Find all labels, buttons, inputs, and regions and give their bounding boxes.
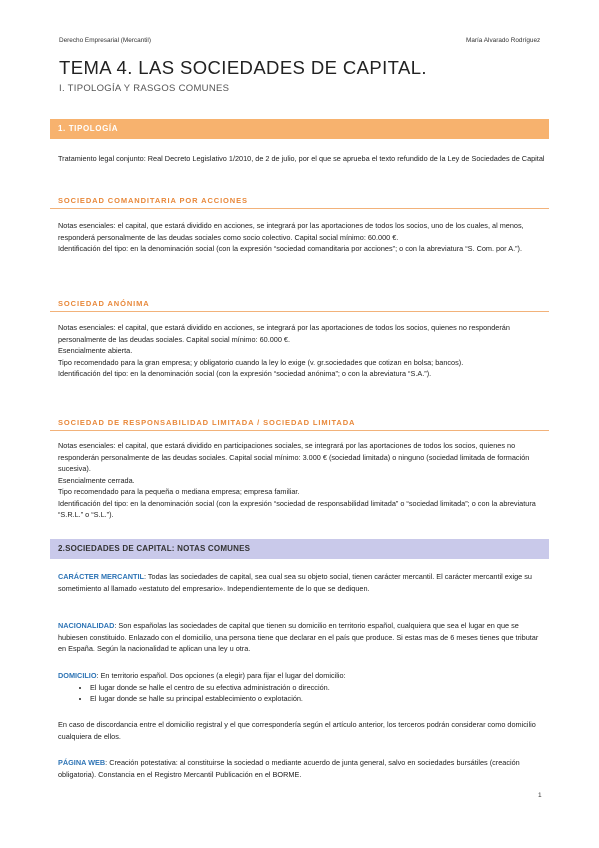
pagina-web-text: : Creación potestativa: al constituirse la sociedad o mediante acuerdo de junta general, salvo en sociedades bursátiles (creación obligatoria). Constancia en el Registro Mercantil Publicación en el BORME. xyxy=(58,758,520,779)
sca-body xyxy=(58,220,548,255)
nacionalidad-text: : Son españolas las sociedades de capital que tienen su domicilio en territorio español, cualquiera que sea el lugar en que se hubiesen constituido. Enlazado con el domicilio, una persona tiene que declarar en el país que produce. Si estas mas de 6 meses tienes que tributar en España. Según la nacionalidad te aplican una ley u otra. xyxy=(58,621,539,653)
srl-paragraph-4: Identificación del tipo: en la denominación social (con la expresión “sociedad de responsabilidad limitada” o “sociedad limitada”; o con la abreviatura “S.R.L.” o “S.L.”). xyxy=(58,498,536,519)
section-2-heading-bar xyxy=(50,539,549,559)
section-1-intro: Tratamiento legal conjunto: Real Decreto Legislativo 1/2010, de 2 de julio, por el que se aprueba el texto refundido de la Ley de Sociedades de Capital xyxy=(58,154,545,163)
sa-paragraph-3: Tipo recomendado para la gran empresa; y obligatorio cuando la ley lo exige (v. gr.sociedades que cotizan en bolsa; bancos). xyxy=(58,357,464,367)
sa-body xyxy=(58,322,548,380)
domicilio-keyword: DOMICILIO xyxy=(58,671,97,680)
srl-divider xyxy=(50,430,549,431)
domicilio-option-2: • El lugar donde se halle su principal establecimiento o explotación. xyxy=(90,693,548,705)
srl-heading: SOCIEDAD DE RESPONSABILIDAD LIMITADA / SOCIEDAD LIMITADA xyxy=(58,418,356,427)
sa-paragraph-1: Notas esenciales: el capital, que estará dividido en acciones, se integrará por las aportaciones de todos los socios, quienes no responderán personalmente de las deudas sociales. Capital social mínimo: 60.000 €. xyxy=(58,323,510,344)
running-header-right: María Alvarado Rodríguez xyxy=(466,37,541,44)
domicilio-text: : En territorio español. Dos opciones (a elegir) para fijar el lugar del domicilio: xyxy=(96,671,346,680)
srl-body xyxy=(58,440,548,521)
section-2-heading: 2.SOCIEDADES DE CAPITAL: NOTAS COMUNES xyxy=(58,544,251,553)
domicilio-options-list xyxy=(58,682,548,705)
mercantil-keyword: CARÁCTER MERCANTIL xyxy=(58,572,144,581)
section-1-heading-bar xyxy=(50,119,549,139)
pagina-web-keyword: PÁGINA WEB xyxy=(58,758,106,767)
srl-paragraph-1: Notas esenciales: el capital, que estará dividido en participaciones sociales, se integrará por las aportaciones de todos los socios, quienes no responderán personalmente de las deudas sociales. Capital social mínimo: 3.000 € (sociedad limitada) o ninguno (sociedad limitada de formación sucesiva). xyxy=(58,441,530,473)
sca-paragraph-1: Notas esenciales: el capital, que estará dividido en acciones, se integrará por las aportaciones de todos los socios, uno de los cuales, al menos, responderá personalmente de las deudas sociales como socio colectivo. Capital social mínimo: 60.000 €. xyxy=(58,221,524,242)
sca-heading: SOCIEDAD COMANDITARIA POR ACCIONES xyxy=(58,196,248,205)
srl-paragraph-3: Tipo recomendado para la pequeña o mediana empresa; empresa familiar. xyxy=(58,487,300,496)
nacionalidad-paragraph xyxy=(58,620,548,655)
mercantil-paragraph xyxy=(58,571,548,594)
sa-paragraph-4: Identificación del tipo: en la denominación social (con la expresión “sociedad anónima”; o con la abreviatura “S.A.”). xyxy=(58,369,432,378)
srl-paragraph-2: Esencialmente cerrada. xyxy=(58,475,135,485)
page-number: 1 xyxy=(538,792,542,799)
nacionalidad-keyword: NACIONALIDAD xyxy=(58,621,115,630)
sa-heading: SOCIEDAD ANÓNIMA xyxy=(58,299,150,308)
discordancia-paragraph: En caso de discordancia entre el domicilio registral y el que correspondería según el artículo anterior, los terceros podrán considerar como domicilio cualquiera de ellos. xyxy=(58,720,536,741)
page-subtitle: I. TIPOLOGÍA Y RASGOS COMUNES xyxy=(59,83,230,94)
page-title: TEMA 4. LAS SOCIEDADES DE CAPITAL. xyxy=(59,57,427,78)
sa-paragraph-2: Esencialmente abierta. xyxy=(58,346,133,355)
pagina-web-paragraph xyxy=(58,757,548,780)
running-header-left: Derecho Empresarial (Mercantil) xyxy=(59,37,151,44)
mercantil-text: : Todas las sociedades de capital, sea cual sea su objeto social, tienen carácter mercantil. El carácter mercantil exige su sometimiento al llamado «estatuto del empresario». Independientemente de lo que se dediquen. xyxy=(58,572,532,593)
domicilio-paragraph xyxy=(58,670,548,705)
sa-divider xyxy=(50,311,549,312)
sca-paragraph-2: Identificación del tipo: en la denominación social (con la expresión “sociedad comanditaria por acciones”; o con la abreviatura “S. Com. por A.”). xyxy=(58,244,523,253)
sca-divider xyxy=(50,208,549,209)
section-1-heading: 1. TIPOLOGÍA xyxy=(58,124,119,133)
domicilio-option-1: • El lugar donde se halle el centro de su efectiva administración o dirección. xyxy=(90,682,548,694)
